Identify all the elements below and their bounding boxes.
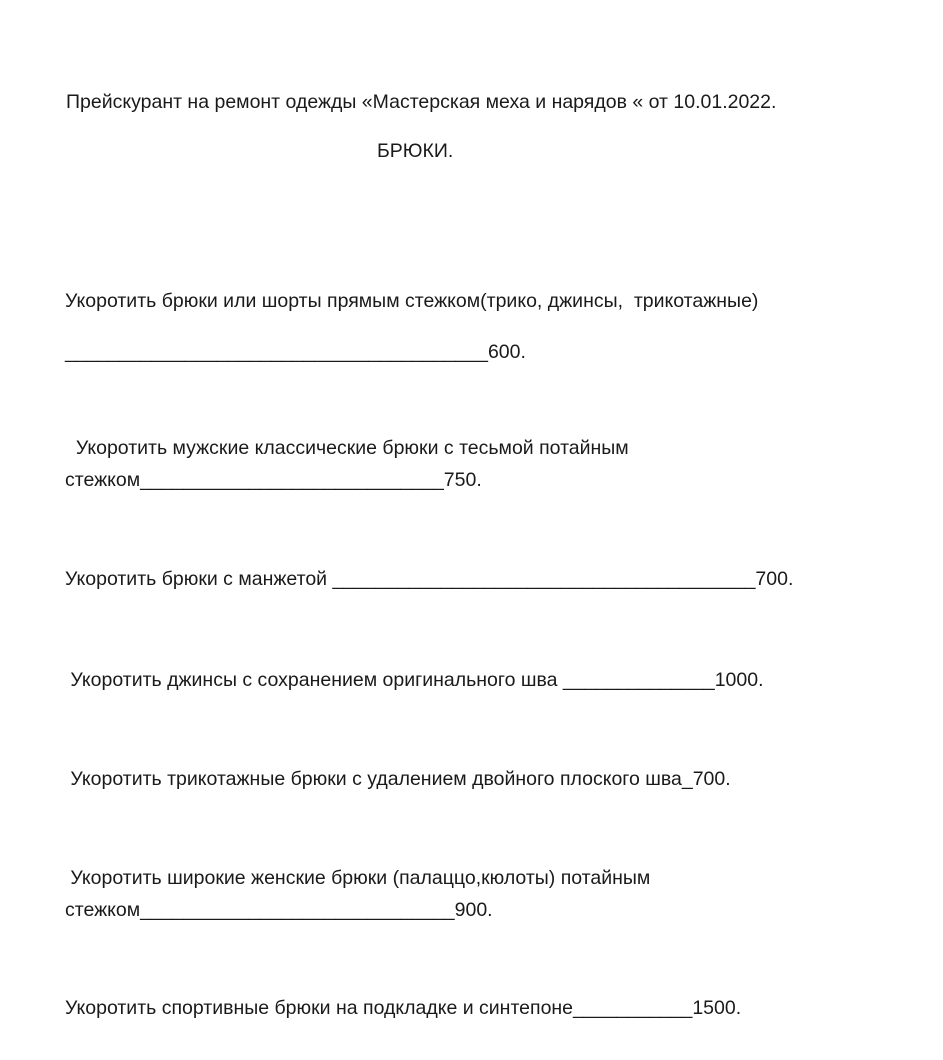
section-heading: БРЮКИ. <box>377 140 454 162</box>
list-item: Укоротить брюки с манжетой _______________________________________700. <box>65 568 794 590</box>
list-item: Укоротить трикотажные брюки с удалением двойного плоского шва_700. <box>65 768 731 790</box>
list-item: Укоротить спортивные брюки на подкладке и синтепоне___________1500. <box>65 997 742 1019</box>
list-item: Укоротить джинсы с сохранением оригинального шва ______________1000. <box>65 669 764 691</box>
list-item: стежком_____________________________900. <box>65 899 493 921</box>
list-item: _______________________________________600. <box>65 341 526 363</box>
list-item: Укоротить брюки или шорты прямым стежком(трико, джинсы, трикотажные) <box>65 290 759 312</box>
list-item: Укоротить мужские классические брюки с тесьмой потайным <box>65 437 629 459</box>
document-title: Прейскурант на ремонт одежды «Мастерская меха и нарядов « от 10.01.2022. <box>66 91 777 113</box>
list-item: Укоротить широкие женские брюки (палаццо,кюлоты) потайным <box>65 867 651 889</box>
list-item: стежком____________________________750. <box>65 469 482 491</box>
